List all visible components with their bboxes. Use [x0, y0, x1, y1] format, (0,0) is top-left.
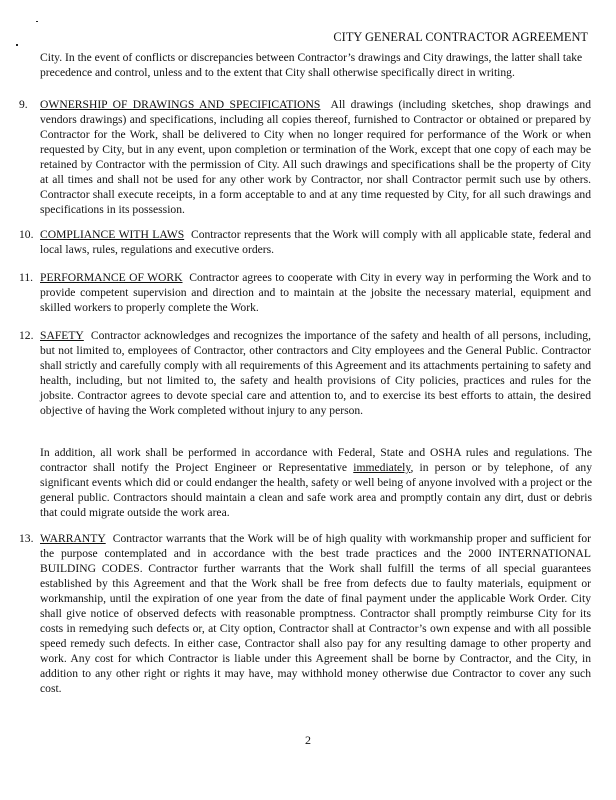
page-number: 2	[305, 733, 311, 747]
section-10-compliance	[19, 227, 591, 257]
section-text: Contractor warrants that the Work will be of high quality with workmanship proper and sufficient for the purpose contemplated and in accordance with the best trade practices and the 2000 INTERNATIONAL BUILDING CODES. Contractor further warrants that the Work shall fulfill the terms of all special guarantees established by this Agreement and that the Work shall be free from defects due to faulty materials, equipment or workmanship, until the expiration of one year from the date of final payment under the applicable Work Order. City shall give notice of observed defects with reasonable promptness. Contractor shall promptly reimburse City for its costs in remedying such defects or, at City option, Contractor shall at Contractor’s own expense and with all possible speed remedy such defects. In either case, Contractor shall also pay for any resulting damage to other property and work. Any cost for which Contractor is liable under this Agreement shall be borne by Contractor, and the City, in addition to any other right or rights it may have, may withhold money otherwise due Contractor to cover any such cost.	[40, 532, 592, 695]
section-number: 11.	[19, 271, 34, 284]
section-body	[40, 531, 591, 696]
section-13-warranty	[19, 531, 591, 696]
document-header-title: CITY GENERAL CONTRACTOR AGREEMENT	[333, 30, 588, 44]
section-heading: SAFETY	[40, 329, 84, 342]
section-9-ownership	[19, 97, 591, 217]
section-number: 12.	[19, 329, 34, 342]
section-text: Contractor agrees to cooperate with City in every way in performing the Work and to provide competent supervision and direction and to maintain at the jobsite the necessary material, equipment and skilled workers to properly complete the Work.	[40, 271, 592, 314]
continued-paragraph: City. In the event of conflicts or discrepancies between Contractor’s drawings and City drawings, the latter shall take precedence and control, unless and to the extent that City shall otherwise specifically direct in writing.	[40, 51, 583, 79]
section-heading: COMPLIANCE WITH LAWS	[40, 228, 185, 241]
section-number: 9.	[19, 98, 28, 111]
section-number: 13.	[19, 532, 34, 545]
addendum-text: , in person or by telephone, of any significant events which did or could endanger the health, safety or well being of anyone involved with a project or the general public. Contractors should maintain a clean and safe work area and promptly contain any dirt, dust or debris that could migrate outside the work area.	[40, 461, 592, 519]
section-text: Contractor acknowledges and recognizes the importance of the safety and health of all persons, including, but not limited to, employees of Contractor, other contractors and City employees and the General Public. Contractor shall strictly and carefully comply with all requirements of this Agreement and its attachments pertaining to safety and health, including, but not limited to, the safety and health provisions of City policies, practices and rules for the jobsite. Contractor agrees to devote special care and attention to, and to exercise its best efforts to attain, the desired objective of having the Work completed without injury to any person.	[40, 329, 592, 417]
scan-speck	[16, 44, 18, 46]
section-body	[40, 270, 591, 315]
section-heading: WARRANTY	[40, 532, 106, 545]
section-body	[40, 97, 591, 217]
addendum-text: In addition, all work shall be performed in accordance with Federal, State and OSHA rules and regulations. The contractor shall notify the Project Engineer or Representative	[40, 446, 592, 474]
section-heading: PERFORMANCE OF WORK	[40, 271, 183, 284]
section-text: All drawings (including sketches, shop drawings and vendors drawings) and specifications, including all copies thereof, furnished to Contractor or obtained or prepared by Contractor for the Work, shall be delivered to City when no longer required for performance of the Work or when requested by City, but in any event, upon completion or termination of the Work, except that one copy of each may be retained by Contractor with the permission of City. All such drawings and specifications shall be the property of City at all times and shall not be used for any other work by Contractor, nor shall Contractor permit such use by others. Contractor shall execute receipts, in a form acceptable to and at any time requested by City, for all such drawings and specifications in its possession.	[40, 98, 591, 216]
section-text: Contractor represents that the Work will comply with all applicable state, federal and local laws, rules, regulations and executive orders.	[40, 228, 591, 256]
section-number: 10.	[19, 228, 34, 241]
section-body	[40, 227, 591, 257]
section-12-safety	[19, 328, 591, 418]
section-11-performance	[19, 270, 591, 315]
scan-speck	[36, 21, 38, 22]
addendum-emphasis: immediately	[353, 461, 411, 474]
safety-addendum-paragraph	[40, 445, 592, 520]
section-body	[40, 328, 591, 418]
section-heading: OWNERSHIP OF DRAWINGS AND SPECIFICATIONS	[40, 98, 321, 111]
